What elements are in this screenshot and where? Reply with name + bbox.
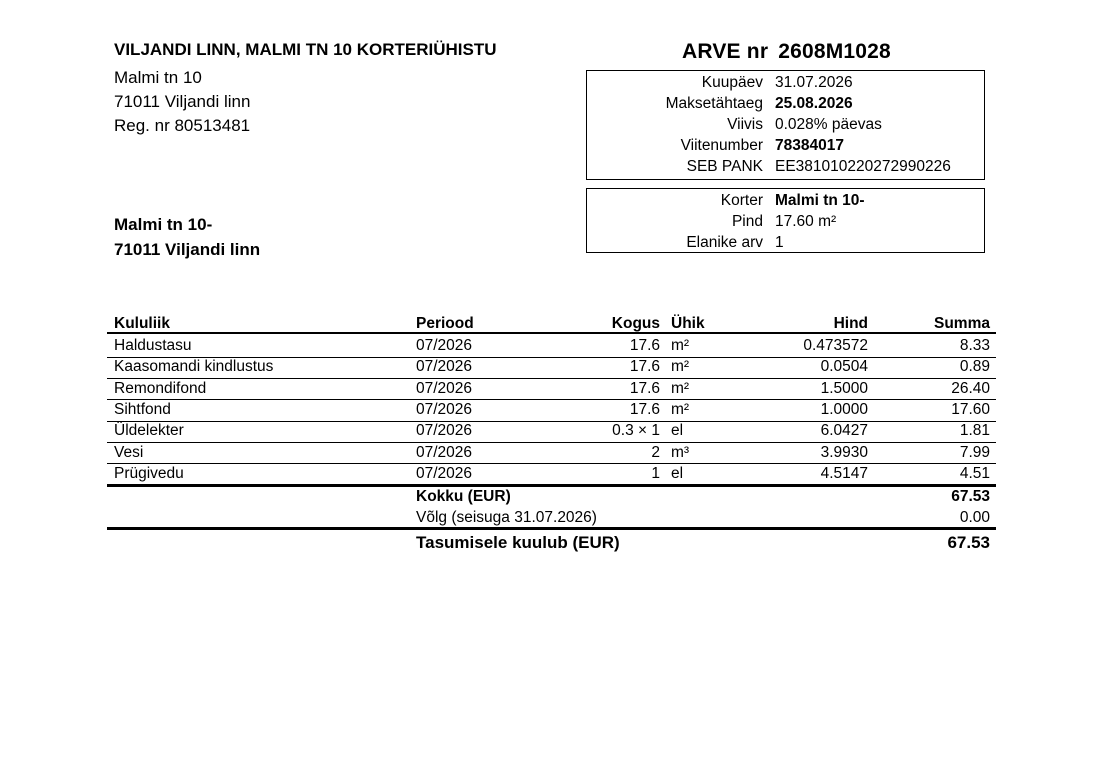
cell-price: 3.9930 — [820, 443, 868, 461]
cell-price: 0.473572 — [803, 337, 868, 354]
cell-sum: 1.81 — [959, 422, 990, 440]
cell-unit: m² — [671, 358, 690, 376]
payment-label: Kuupäev — [701, 74, 763, 91]
col-header-sum: Summa — [934, 315, 990, 332]
payment-value: 0.028% päevas — [775, 116, 882, 133]
apartment-row-unit — [587, 190, 984, 211]
payment-row-due-date — [587, 93, 984, 114]
cell-unit: m² — [671, 337, 690, 354]
sender-address-street: Malmi tn 10 — [114, 68, 202, 87]
payment-row-bank — [587, 156, 984, 177]
cell-price: 6.0427 — [820, 422, 868, 440]
cell-kind: Sihtfond — [114, 400, 171, 418]
apartment-value: Malmi tn 10- — [775, 192, 865, 209]
cell-price: 1.0000 — [820, 400, 868, 418]
cell-sum: 8.33 — [959, 337, 990, 354]
sender-reg-number: Reg. nr 80513481 — [114, 116, 251, 135]
total-label: Kokku (EUR) — [416, 488, 511, 505]
apartment-row-residents — [587, 232, 984, 253]
cell-kind: Kaasomandi kindlustus — [114, 358, 274, 376]
recipient-address-street: Malmi tn 10- — [114, 215, 213, 234]
cell-kind: Vesi — [114, 443, 144, 461]
invoice-number: 2608M1028 — [778, 40, 891, 63]
cell-unit: el — [671, 422, 684, 440]
apartment-label: Elanike arv — [686, 234, 763, 251]
sender-name: VILJANDI LINN, MALMI TN 10 KORTERIÜHISTU — [114, 40, 497, 59]
payment-label: Maksetähtaeg — [665, 95, 763, 112]
payment-label: Viivis — [727, 116, 763, 133]
payment-value: EE381010220272990226 — [775, 158, 951, 175]
cell-kind: Üldelekter — [114, 422, 184, 440]
col-header-price: Hind — [833, 315, 868, 332]
apartment-info-box — [586, 188, 985, 253]
cell-qty: 0.3 × 1 — [612, 422, 660, 440]
cell-period: 07/2026 — [416, 337, 473, 354]
cell-unit: el — [671, 464, 684, 482]
payment-value: 78384017 — [775, 137, 844, 154]
payable-label: Tasumisele kuulub (EUR) — [416, 533, 620, 552]
apartment-row-area — [587, 211, 984, 232]
cell-period: 07/2026 — [416, 400, 473, 418]
cell-sum: 7.99 — [959, 443, 990, 461]
invoice-title — [682, 40, 891, 64]
cell-sum: 26.40 — [951, 379, 990, 397]
recipient-address-city: 71011 Viljandi linn — [114, 240, 261, 259]
invoice-title-label: ARVE nr — [682, 40, 769, 63]
apartment-value: 1 — [775, 234, 784, 251]
cell-price: 1.5000 — [820, 379, 868, 397]
cell-period: 07/2026 — [416, 379, 473, 397]
cell-qty: 2 — [651, 443, 660, 461]
payment-row-penalty — [587, 114, 984, 135]
apartment-label: Korter — [720, 192, 763, 209]
cell-qty: 1 — [651, 464, 660, 482]
apartment-label: Pind — [731, 213, 763, 230]
cell-qty: 17.6 — [629, 358, 660, 376]
debt-value: 0.00 — [959, 509, 990, 526]
cell-unit: m² — [671, 379, 690, 397]
cell-price: 4.5147 — [820, 464, 868, 482]
payment-value: 25.08.2026 — [775, 95, 853, 112]
cell-qty: 17.6 — [629, 379, 660, 397]
col-header-kind: Kululiik — [114, 315, 170, 332]
col-header-unit: Ühik — [671, 315, 705, 332]
payable-value: 67.53 — [947, 533, 990, 552]
cell-sum: 4.51 — [959, 464, 990, 482]
cell-sum: 17.60 — [951, 400, 990, 418]
cell-kind: Prügivedu — [114, 464, 184, 482]
apartment-value: 17.60 m² — [775, 213, 837, 230]
cell-period: 07/2026 — [416, 464, 473, 482]
cell-sum: 0.89 — [959, 358, 990, 376]
cell-period: 07/2026 — [416, 422, 473, 440]
cell-unit: m³ — [671, 443, 690, 461]
payment-label: SEB PANK — [686, 158, 763, 175]
payment-value: 31.07.2026 — [775, 74, 853, 91]
cell-kind: Haldustasu — [114, 337, 192, 354]
payment-row-reference — [587, 135, 984, 156]
totals-divider — [107, 527, 996, 530]
header-divider — [107, 332, 996, 334]
cell-qty: 17.6 — [629, 400, 660, 418]
cell-unit: m² — [671, 400, 690, 418]
col-header-period: Periood — [416, 315, 474, 332]
cell-kind: Remondifond — [114, 379, 207, 397]
cell-period: 07/2026 — [416, 443, 473, 461]
cell-price: 0.0504 — [820, 358, 868, 376]
col-header-qty: Kogus — [611, 315, 660, 332]
cell-qty: 17.6 — [629, 337, 660, 354]
total-value: 67.53 — [951, 488, 990, 505]
table-bottom-divider — [107, 484, 996, 487]
sender-address-city: 71011 Viljandi linn — [114, 92, 251, 111]
payment-label: Viitenumber — [680, 137, 763, 154]
payment-info-box — [586, 70, 985, 180]
payment-row-date — [587, 72, 984, 93]
cell-period: 07/2026 — [416, 358, 473, 376]
debt-label: Võlg (seisuga 31.07.2026) — [416, 509, 597, 526]
